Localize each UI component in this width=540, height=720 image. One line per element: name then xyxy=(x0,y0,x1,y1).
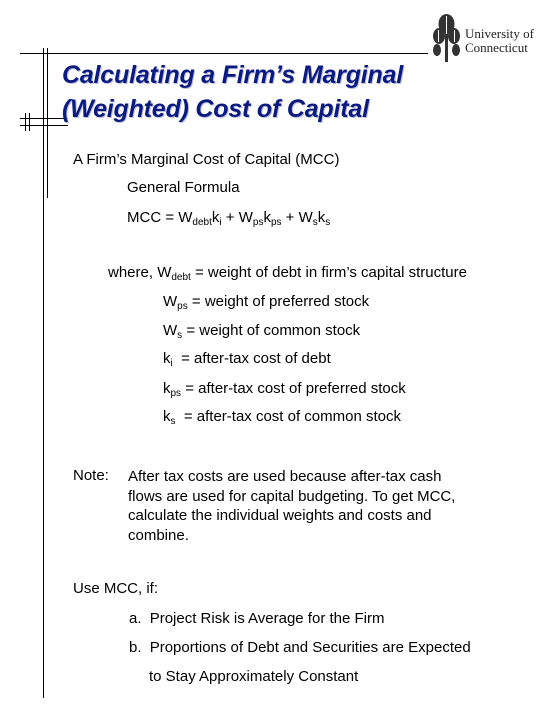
accent-tick-1 xyxy=(25,113,26,131)
definition-debt-weight: where, $W_{debt}$ = weight of debt in firm’s capital structure xyxy=(108,264,467,283)
top-border-line xyxy=(20,53,428,54)
condition-a-text: Project Risk is Average for the Firm xyxy=(149,610,385,627)
accent-line-2 xyxy=(20,125,68,126)
logo-text-line1: University of xyxy=(465,26,534,41)
oak-leaf-icon xyxy=(432,12,462,64)
note-label: Note: xyxy=(73,467,109,484)
section-heading: A Firm’s Marginal Cost of Capital (MCC) xyxy=(73,151,340,168)
left-border-line xyxy=(43,48,44,698)
condition-a-letter: a. xyxy=(129,610,142,627)
condition-b-continued: to Stay Approximately Constant xyxy=(149,668,359,685)
condition-a xyxy=(129,610,385,628)
condition-b-letter: b. xyxy=(129,639,142,656)
definition-debt-cost: $k_i$ = after-tax cost of debt xyxy=(163,350,331,369)
left-border-line-2 xyxy=(47,48,48,198)
mcc-formula: MCC = $W_{debt}k_i + W_{ps}k_{ps} + W_sk_s$ xyxy=(127,209,331,228)
accent-line-1 xyxy=(20,118,68,119)
accent-tick-2 xyxy=(29,113,30,131)
slide-title-line2: (Weighted) Cost of Capital xyxy=(62,95,369,123)
use-mcc-heading: Use MCC, if: xyxy=(73,580,159,597)
university-logo xyxy=(432,12,534,68)
condition-b xyxy=(129,639,471,657)
general-formula-label: General Formula xyxy=(127,179,240,196)
logo-text-line2: Connecticut xyxy=(465,40,528,55)
definition-common-weight: $W_s$ = weight of common stock xyxy=(163,322,361,341)
definition-preferred-weight: $W_{ps}$ = weight of preferred stock xyxy=(163,293,370,312)
definition-preferred-cost: $k_{ps}$ = after-tax cost of preferred stock xyxy=(163,380,406,399)
note-text: After tax costs are used because after-tax cash flows are used for capital budgeting. To get MCC, calculate the individual weights and costs and combine. xyxy=(128,468,456,544)
slide-title-line1: Calculating a Firm’s Marginal xyxy=(62,61,404,89)
condition-b-text: Proportions of Debt and Securities are Expected xyxy=(149,639,471,656)
definition-common-cost: $k_s$ = after-tax cost of common stock xyxy=(163,408,401,427)
